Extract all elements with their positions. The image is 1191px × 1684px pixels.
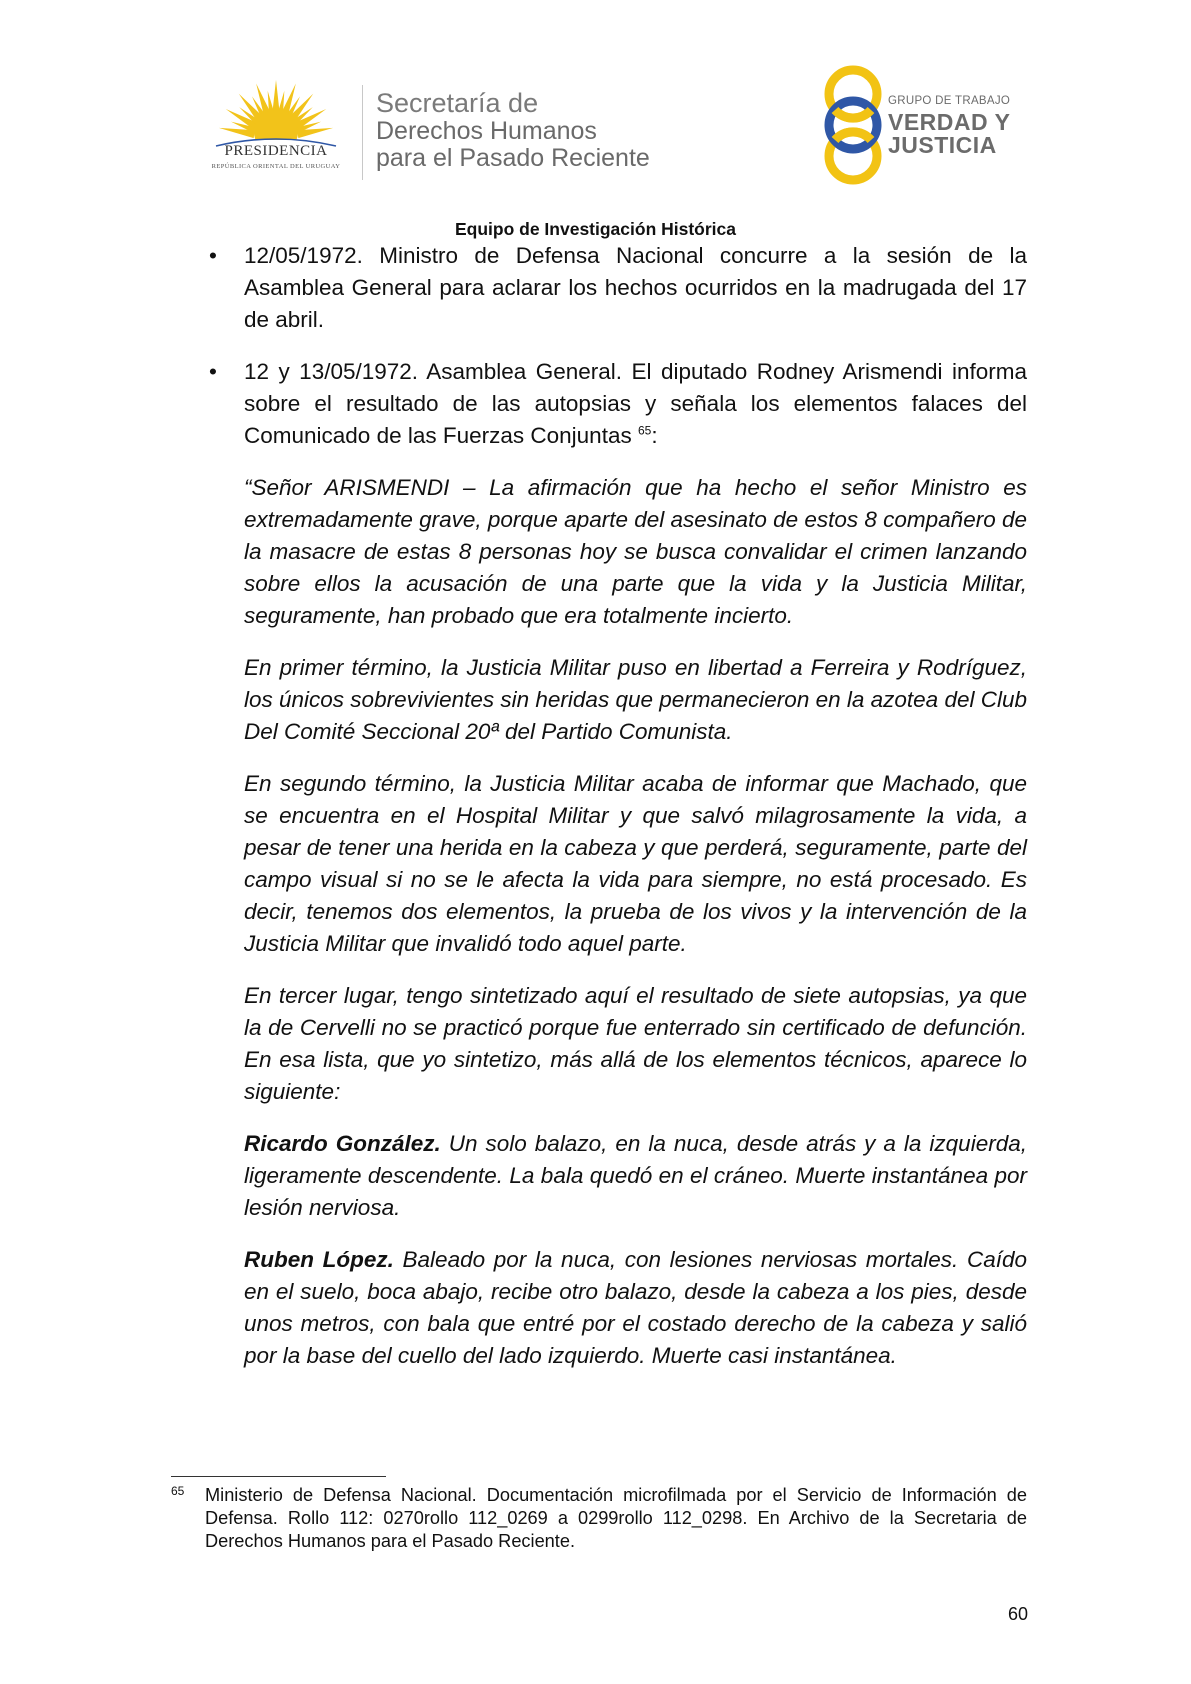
gtvj-line-2: VERDAD Y xyxy=(888,108,1011,135)
quote-paragraph: “Señor ARISMENDI – La afirmación que ha hecho el señor Ministro es extremadamente grave, porque aparte del asesinato de estos 8 compañero de la masacre de estas 8 personas hoy se busca convalidar el crimen lanzando sobre ellos la acusación de una parte que la vida y la Justicia Militar, seguramente, han probado que era totalmente incierto. xyxy=(244,475,1027,628)
quote-paragraph: En segundo término, la Justicia Militar acaba de informar que Machado, que se encuentra en el Hospital Militar y que salvó milagrosamente la vida, a pesar de tener una herida en la cabeza y que perderá, seguramente, parte del campo visual si no se le afecta la vida para siempre, no está procesado. Es decir, tenemos dos elementos, la prueba de los vivos y la intervención de la Justicia Militar que invalidó todo aquel parte. xyxy=(244,771,1027,956)
victim-name: Ricardo González. xyxy=(244,1131,441,1156)
gtvj-wordmark xyxy=(888,96,1010,157)
bullet-icon: • xyxy=(209,359,217,384)
bullet-item xyxy=(209,240,1027,336)
autopsy-paragraph xyxy=(209,1244,1027,1372)
footnote-number: 65 xyxy=(171,1484,185,1498)
quote-paragraph: En primer término, la Justicia Militar puso en libertad a Ferreira y Rodríguez, los únicos sobrevivientes sin heridas que permanecieron en la azotea del Club Del Comité Seccional 20ª del Partido Comunista. xyxy=(244,655,1027,744)
secretaria-title xyxy=(376,90,650,171)
header-divider xyxy=(362,85,363,180)
victim-name: Ruben López. xyxy=(244,1247,394,1272)
secretaria-line-3: para el Pasado Reciente xyxy=(376,144,650,172)
bullet-item xyxy=(209,356,1027,452)
gtvj-line-1: GRUPO DE TRABAJO xyxy=(888,95,1011,107)
autopsy-text: Baleado por la nuca, con lesiones nerviosas mortales. Caído en el suelo, boca abajo, recibe otro balazo, desde la cabeza a los pies, desde unos metros, con bala que entré por el costado derecho de la cabeza y salió por la base del cuello del lado izquierdo. Muerte casi instantánea. xyxy=(244,1247,1027,1368)
quote-paragraph: En tercer lugar, tengo sintetizado aquí el resultado de siete autopsias, ya que la de Cervelli no se practicó porque fue enterrado sin certificado de defunción. En esa lista, que yo sintetizo, más allá de los elementos técnicos, aparece lo siguiente: xyxy=(244,983,1027,1104)
gtvj-line-3: JUSTICIA xyxy=(888,131,997,158)
bullet-icon: • xyxy=(209,243,217,268)
presidencia-wordmark: PRESIDENCIA xyxy=(224,143,328,159)
bullet-text: 12 y 13/05/1972. Asamblea General. El diputado Rodney Arismendi informa sobre el resultado de las autopsias y señala los elementos falaces del Comunicado de las Fuerzas Conjuntas xyxy=(244,359,1027,448)
document-body xyxy=(209,240,1027,1392)
secretaria-line-1: Secretaría de xyxy=(376,88,539,118)
bullet-text-suffix: : xyxy=(651,423,658,448)
page-header xyxy=(0,0,1191,210)
autopsy-paragraph xyxy=(209,1128,1027,1224)
page-number: 60 xyxy=(1008,1604,1029,1624)
footnote-text: Ministerio de Defensa Nacional. Documentación microfilmada por el Servicio de Información de Defensa. Rollo 112: 0270rollo 112_0269 a 0299rollo 112_0298. En Archivo de la Secretaria de Derechos Humanos para el Pasado Reciente. xyxy=(205,1485,1027,1551)
presidencia-subtitle: REPÚBLICA ORIENTAL DEL URUGUAY xyxy=(211,163,341,170)
footnote xyxy=(171,1484,1027,1553)
bullet-text: 12/05/1972. Ministro de Defensa Nacional concurre a la sesión de la Asamblea General para aclarar los hechos ocurridos en la madrugada del 17 de abril. xyxy=(244,243,1027,332)
footnote-separator xyxy=(171,1476,386,1477)
interlocked-rings-logo-icon xyxy=(815,62,895,188)
secretaria-line-2: Derechos Humanos xyxy=(376,117,597,145)
footnote-reference[interactable]: 65 xyxy=(637,423,652,438)
team-title: Equipo de Investigación Histórica xyxy=(454,219,737,239)
autopsy-text: Un solo balazo, en la nuca, desde atrás y a la izquierda, ligeramente descendente. La bala quedó en el cráneo. Muerte instantánea por lesión nerviosa. xyxy=(244,1131,1027,1220)
